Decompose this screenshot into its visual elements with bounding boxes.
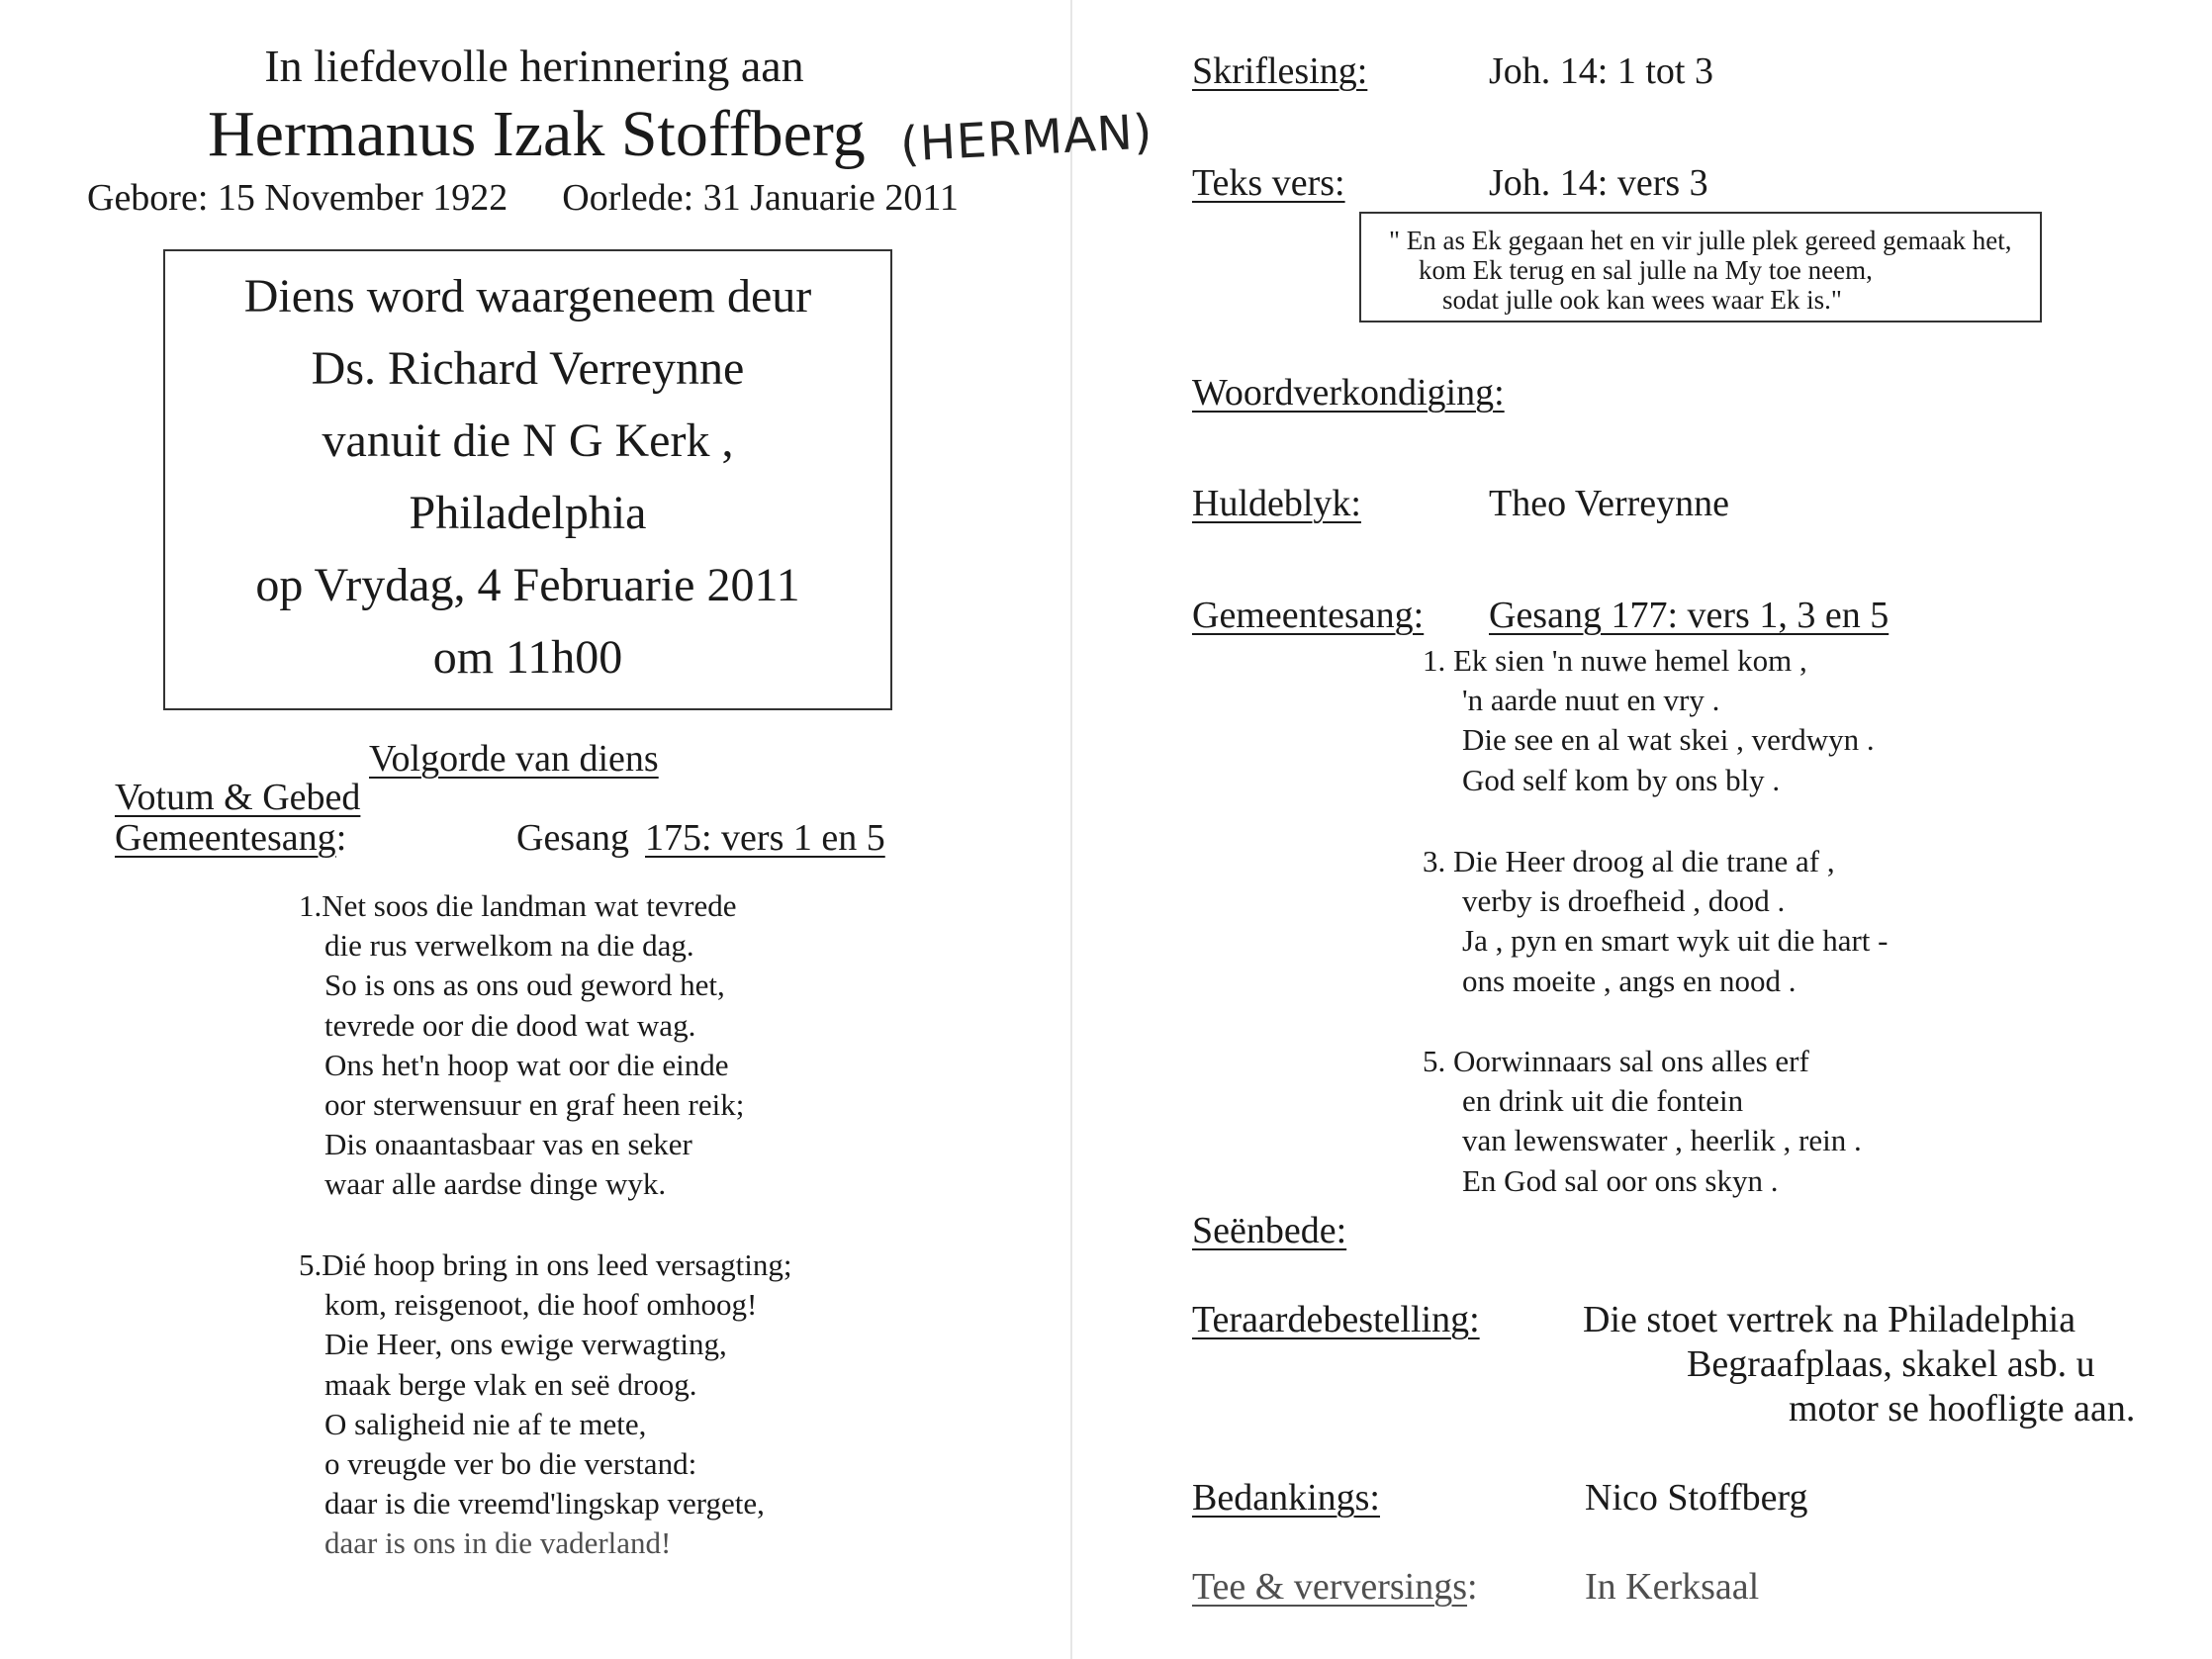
verse-line: en drink uit die fontein	[1462, 1083, 1744, 1119]
verse-line: maak berge vlak en seë droog.	[324, 1366, 697, 1402]
tea-heading	[1192, 1565, 1478, 1609]
burial-line: Begraafplaas, skakel asb. u	[1687, 1343, 2095, 1385]
memorial-intro: In liefdevolle herinnering aan	[264, 41, 804, 91]
verse-line: 5. Oorwinnaars sal ons alles erf	[1423, 1044, 1809, 1078]
blessing-label: Seënbede:	[1192, 1210, 1347, 1251]
verse-line: God self kom by ons bly .	[1462, 762, 1781, 797]
verse-line: o vreugde ver bo die verstand:	[324, 1446, 697, 1482]
verse-line: waar alle aardse dinge wyk.	[324, 1166, 667, 1202]
verse-line: 5.Dié hoop bring in ons leed versagting;	[299, 1247, 792, 1282]
thanks-label: Bedankings:	[1192, 1477, 1380, 1519]
burial-line: Die stoet vertrek na Philadelphia	[1583, 1299, 2076, 1340]
thanks-value: Nico Stoffberg	[1585, 1477, 1808, 1519]
quote-line: " En as Ek gegaan het en vir julle plek gereed gemaak het,	[1389, 226, 2012, 255]
tea-label: Tee & verversings	[1192, 1566, 1468, 1608]
quote-line: sodat julle ook kan wees waar Ek is."	[1442, 285, 1842, 315]
hymn-verse	[1423, 1042, 1862, 1201]
hymn-label: Gemeentesang:	[1192, 595, 1425, 636]
verse-line: daar is die vreemd'lingskap vergete,	[324, 1486, 765, 1521]
burial-label: Teraardebestelling:	[1192, 1299, 1480, 1340]
died-date: 31 Januarie 2011	[702, 177, 959, 219]
verse-line: ons moeite , angs en nood .	[1462, 963, 1797, 998]
born-date: 15 November 1922	[217, 177, 508, 219]
verse-line: Die see en al wat skei , verdwyn .	[1462, 722, 1875, 758]
died-label: Oorlede:	[562, 177, 694, 219]
scripture-reading-label: Skriflesing:	[1192, 50, 1368, 92]
service-line: om 11h00	[432, 631, 623, 684]
order-of-service-title: Volgorde van diens	[369, 738, 659, 780]
born-label: Gebore:	[87, 177, 209, 219]
hymn-reference: 175: vers 1 en 5	[645, 817, 885, 859]
service-line: Diens word waargeneem deur	[243, 270, 812, 323]
verse-line: verby is droefheid , dood .	[1462, 883, 1786, 919]
sermon-label: Woordverkondiging:	[1192, 372, 1505, 414]
hymn-verse	[1423, 842, 1888, 1001]
service-line: vanuit die N G Kerk ,	[322, 415, 734, 467]
hymn-colon: :	[335, 817, 347, 859]
votum-heading: Votum & Gebed	[115, 777, 361, 818]
hymn-verse	[299, 886, 744, 1205]
verse-line: O saligheid nie af te mete,	[324, 1406, 647, 1441]
page-fold	[1070, 0, 1072, 1659]
hymn-verse	[299, 1245, 792, 1564]
verse-line: 1.Net soos die landman wat tevrede	[299, 888, 737, 923]
tribute-label: Huldeblyk:	[1192, 483, 1361, 524]
hymn-reference: Gesang 177: vers 1, 3 en 5	[1489, 595, 1889, 636]
tea-colon: :	[1467, 1566, 1478, 1608]
hymn-label: Gemeentesang	[115, 817, 336, 859]
text-verse-label: Teks vers:	[1192, 162, 1345, 204]
verse-line: daar is ons in die vaderland!	[324, 1525, 672, 1561]
burial-line: motor se hoofligte aan.	[1789, 1388, 2136, 1429]
verse-line: die rus verwelkom na die dag.	[324, 928, 694, 964]
deceased-name: Hermanus Izak Stoffberg	[208, 98, 866, 170]
verse-line: Ons het'n hoop wat oor die einde	[324, 1047, 729, 1082]
verse-line: oor sterwensuur en graf heen reik;	[324, 1087, 745, 1123]
hymn-prefix: Gesang	[516, 817, 629, 859]
verse-line: tevrede oor die dood wat wag.	[324, 1007, 696, 1043]
service-line: Ds. Richard Verreynne	[311, 342, 745, 395]
verse-line: 1. Ek sien 'n nuwe hemel kom ,	[1423, 643, 1807, 678]
verse-line: 'n aarde nuut en vry .	[1462, 683, 1720, 718]
tea-value: In Kerksaal	[1585, 1566, 1760, 1608]
tribute-value: Theo Verreynne	[1489, 483, 1730, 524]
verse-line: van lewenswater , heerlik , rein .	[1462, 1123, 1862, 1158]
service-details-box	[163, 249, 892, 710]
scripture-reading-value: Joh. 14: 1 tot 3	[1489, 50, 1713, 92]
verse-line: So is ons as ons oud geword het,	[324, 968, 725, 1003]
verse-line: 3. Die Heer droog al die trane af ,	[1423, 844, 1835, 878]
hymn-heading	[115, 816, 346, 860]
quote-line: kom Ek terug en sal julle na My toe neem,	[1419, 255, 1873, 285]
service-line: op Vrydag, 4 Februarie 2011	[255, 559, 800, 611]
handwritten-nickname: (HERMAN)	[898, 104, 1154, 173]
verse-line: En God sal oor ons skyn .	[1462, 1162, 1779, 1198]
verse-line: Die Heer, ons ewige verwagting,	[324, 1327, 727, 1362]
text-verse-value: Joh. 14: vers 3	[1489, 162, 1708, 204]
hymn-verse	[1423, 641, 1875, 800]
verse-line: kom, reisgenoot, die hoof omhoog!	[324, 1287, 758, 1323]
life-dates	[87, 176, 959, 220]
verse-line: Ja , pyn en smart wyk uit die hart -	[1462, 923, 1889, 959]
service-line: Philadelphia	[409, 487, 647, 539]
verse-line: Dis onaantasbaar vas en seker	[324, 1127, 692, 1162]
